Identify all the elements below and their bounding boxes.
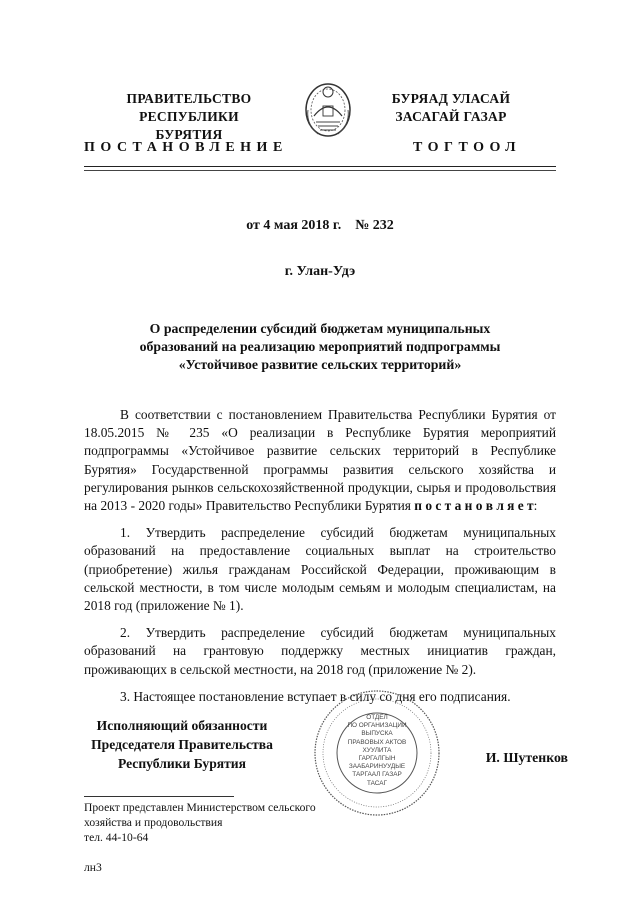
- title-line2: образований на реализацию мероприятий подпрограммы: [139, 339, 501, 354]
- signatory-position: [84, 716, 280, 773]
- stamp-line4: ПРАВОВЫХ АКТОВ: [347, 738, 407, 746]
- item-2: 2. Утвердить распределение субсидий бюджетам муниципальных образований на грантовую поддержку местных инициатив граждан, проживающих в сельской местности, на 2018 год (приложение № 2).: [84, 625, 556, 677]
- stamp-line2: ПО ОРГАНИЗАЦИИ: [347, 722, 407, 730]
- government-name-bua-line1: БУРЯАД УЛАСАЙ: [391, 91, 511, 106]
- title-line1: О распределении субсидий бюджетам муниципальных: [149, 321, 491, 336]
- footer-line1: Проект представлен Министерством сельского: [84, 801, 316, 814]
- item-3: 3. Настоящее постановление вступает в силу со дня его подписания.: [120, 688, 511, 704]
- signatory-name: И. Шутенков: [485, 750, 568, 765]
- stamp-text: [334, 714, 420, 788]
- footer-rule: [84, 796, 234, 797]
- footer-note: [84, 800, 316, 875]
- stamp-line8: ТАРГААЛ ГАЗАР: [352, 771, 402, 779]
- item-1: 1. Утвердить распределение субсидий бюджетам муниципальных образований на предоставление социальных выплат на строительство (приобретение) жилья гражданам Российской Федерации, проживающим в сельской местности, в том числе молодым семьям и молодым специалистам, на 2018 год (приложение № 1).: [84, 525, 556, 614]
- document-title: [0, 320, 640, 374]
- title-line3: «Устойчивое развитие сельских территорий»: [178, 357, 462, 372]
- decree-word: п о с т а н о в л я е т: [414, 498, 534, 514]
- signatory-position-line3: Республики Бурятия: [117, 756, 246, 771]
- government-name-ru-line2: РЕСПУБЛИКИ БУРЯТИЯ: [139, 109, 239, 142]
- emblem-icon: [302, 80, 354, 142]
- government-name-bua: [366, 90, 536, 126]
- footer-line2: хозяйства и продовольствия: [84, 816, 223, 829]
- doc-type-ru: ПОСТАНОВЛЕНИЕ: [84, 140, 288, 155]
- signatory-position-line1: Исполняющий обязанности: [96, 718, 268, 733]
- doc-type-bua: ТОГТООЛ: [413, 140, 522, 155]
- government-name-bua-line2: ЗАСАГАЙ ГАЗАР: [395, 109, 507, 124]
- stamp-line6: ГАРГАЛГЫН: [358, 755, 396, 763]
- preamble-text: В соответствии с постановлением Правительства Республики Бурятия от 18.05.2015 № 235 «О реализации в Республике Бурятия мероприятий подпрограммы «Устойчивое развитие сельских территорий в Республике Бурятия» Государственной программы развития сельского хозяйства и регулирования рынков сельскохозяйственной продукции, сырья и продовольствия на 2013 - 2020 годы» Правительство Республики Бурятия: [84, 407, 556, 514]
- signatory-position-line2: Председателя Правительства: [91, 737, 273, 752]
- date-number-line: от 4 мая 2018 г. № 232: [246, 218, 394, 233]
- stamp-line1: ОТДЕЛ: [366, 714, 388, 721]
- government-name-ru-line1: ПРАВИТЕЛЬСТВО: [126, 91, 252, 106]
- government-name-ru: [104, 90, 274, 144]
- official-stamp: [312, 688, 442, 818]
- stamp-line5: ХУУЛИТА: [362, 746, 392, 754]
- stamp-line9: ТАСАГ: [366, 779, 387, 787]
- header-rule: [84, 166, 556, 167]
- document-body: [84, 406, 556, 706]
- footer-line4: лн3: [84, 861, 102, 874]
- decree-colon: :: [533, 498, 538, 514]
- header-rule-thin: [84, 170, 556, 171]
- stamp-line7: ЗААБАРИНУУДЫЕ: [348, 763, 406, 771]
- stamp-line3: ВЫПУСКА: [361, 730, 393, 738]
- preamble-paragraph: [84, 406, 556, 515]
- footer-line3: тел. 44-10-64: [84, 831, 149, 844]
- city-line: г. Улан-Удэ: [284, 264, 356, 279]
